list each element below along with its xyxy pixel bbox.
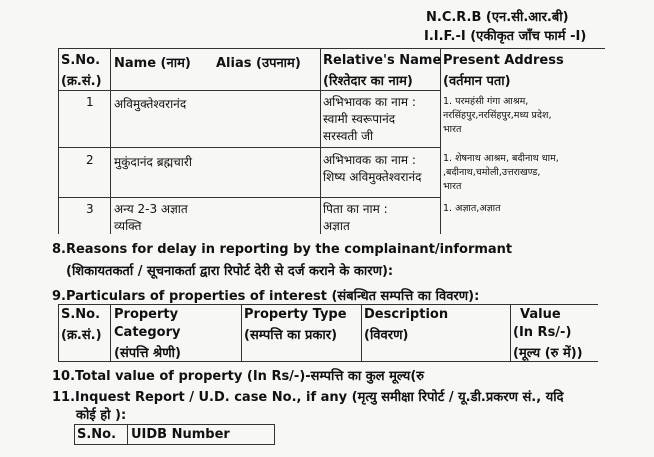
col-address: Present Address [443,53,564,68]
section8-title-hi: (शिकायतकर्ता / सूचनाकर्ता द्वारा रिपोर्ट देरी से दर्ज कराने के कारण): [66,264,394,279]
section11-title: 11.Inquest Report / U.D. case No., if any (मृत्यु समीक्षा रिपोर्ट / यू.डी.प्रकरण सं., यदि [52,390,564,405]
col-alias: Alias (उपनाम) [216,56,301,71]
prop-col-value: Value [520,307,561,322]
prop-col-sno: S.No. [61,307,101,322]
uidb-col-number: UIDB Number [131,427,230,442]
row2-address: 1. शेषनाथ आश्रम, बदीनाथ धाम, ,बदीनाथ,चमोली,उत्तराखण्ड, भारत [443,153,559,192]
row2-sno: 2 [86,153,94,167]
row2-relative: अभिभावक का नाम : शिष्य अविमुक्तेश्वरानंद [323,153,422,184]
uidb-col-sno: S.No. [77,427,117,442]
prop-col-type-hi: (सम्पत्ति का प्रकार) [244,328,338,343]
col-sno-hi: (क्र.सं.) [61,74,102,89]
row3-relative: पिता का नाम : अज्ञात [323,202,388,233]
col-name: Name (नाम) [114,56,191,71]
row2-name: मुकुंदानंद ब्रह्मचारी [114,155,192,169]
prop-col-value-2: (In Rs/-) [513,325,572,340]
row3-name: अन्य 2-3 अज्ञात व्यक्ति [114,202,188,233]
row1-name: अविमुक्तेश्वरानंद [114,97,187,111]
prop-col-category-hi: (संपत्ति श्रेणी) [114,346,181,361]
prop-col-desc-hi: (विवरण) [364,328,409,343]
row1-relative: अभिभावक का नाम : स्वामी स्वरूपानंद सरस्वती जी [323,95,416,143]
form-title: I.I.F.-I (एकीकृत जाँच फार्म -I) [424,29,587,44]
row1-sno: 1 [86,95,94,109]
col-address-hi: (वर्तमान पता) [443,74,511,89]
section11-title-2: कोई हो ): [76,408,127,423]
col-sno: S.No. [61,53,101,68]
section8-title: 8.Reasons for delay in reporting by the complainant/informant [52,242,513,257]
prop-col-type: Property Type [244,307,347,322]
prop-col-desc: Description [364,307,449,322]
prop-col-category-2: Category [114,325,181,340]
col-relative-hi: (रिश्तेदार का नाम) [323,74,413,89]
row3-address: 1. अज्ञात,अज्ञात [443,203,501,214]
prop-col-category: Property [114,307,179,322]
ncrb-header: N.C.R.B (एन.सी.आर.बी) [426,10,569,25]
prop-col-sno-hi: (क्र.सं.) [61,328,102,343]
prop-col-value-hi: (मूल्य (रु में)) [513,346,583,361]
row1-address: 1. परमहंसी गंगा आश्रम, नरसिंहपुर,नरसिंहपुर,मध्य प्रदेश, भारत [443,96,552,135]
section10-title: 10.Total value of property (In Rs/-)-सम्पत्ति का कुल मूल्य(रु [52,369,425,384]
section9-title: 9.Particulars of properties of interest (संबन्धित सम्पत्ति का विवरण): [52,289,480,304]
col-relative: Relative's Name [323,53,442,68]
row3-sno: 3 [86,202,94,216]
